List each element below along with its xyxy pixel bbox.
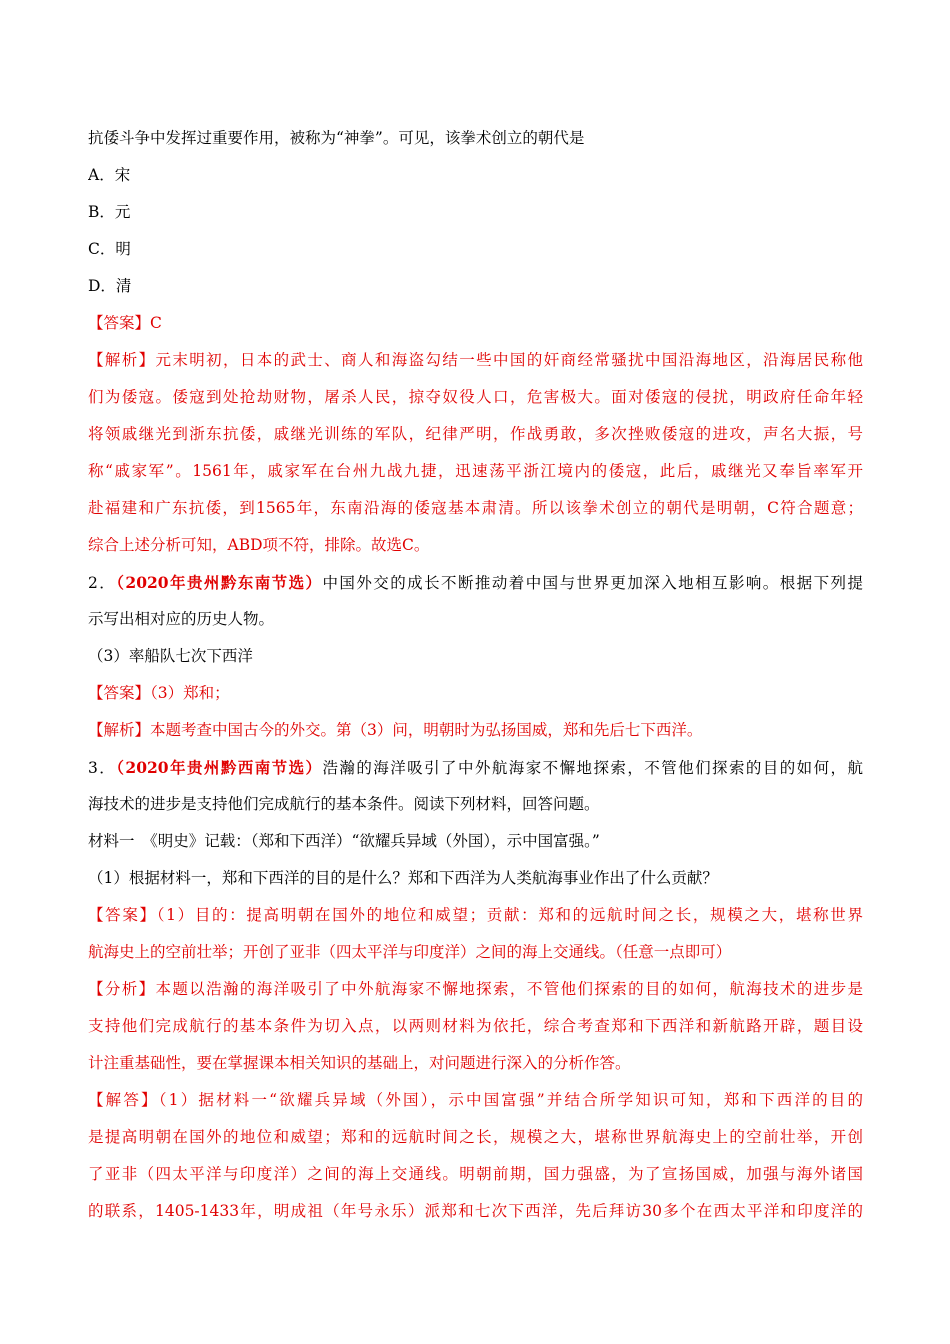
q2-number: 2． [88,574,117,592]
q3-stem-line-1 [88,749,863,786]
q3-jieda-line-2: 是提高明朝在国外的地位和威望；郑和的远航时间之长，规模之大，堪称世界航海史上的空前壮举，开创 [88,1128,863,1146]
answer-tag: 【答案】 [88,684,151,702]
q1-answer [88,305,863,342]
q1-option-d: D．清 [88,277,132,295]
q2-source: （2020年贵州黔东南节选） [116,573,323,592]
analysis-text: 元末明初，日本的武士、商人和海盗勾结一些中国的奸商经常骚扰中国沿海地区，沿海居民称他 [155,351,863,369]
answer-tag: 【答案】 [88,906,157,924]
q3-fenxi-line-3: 计注重基础性，要在掌握课本相关知识的基础上，对问题进行深入的分析作答。 [88,1054,631,1072]
jieda-tag: 【解答】 [88,1091,159,1109]
analysis-tag: 【解析】 [88,721,151,739]
q3-material: 材料一 《明史》记载：（郑和下西洋）“欲耀兵异域（外国），示中国富强。” [88,832,600,850]
q1-option-b: B．元 [88,203,131,221]
q3-stem-line-2: 海技术的进步是支持他们完成航行的基本条件。阅读下列材料，回答问题。 [88,795,600,813]
answer-tag: 【答案】 [88,314,151,332]
q3-source: （2020年贵州黔西南节选） [116,758,323,777]
q2-analysis [88,712,863,749]
q1-option-c: C．明 [88,240,131,258]
q3-fenxi-line-1 [88,971,863,1008]
fenxi-tag: 【分析】 [88,980,156,998]
q1-analysis-line-2: 们为倭寇。倭寇到处抢劫财物，屠杀人民，掠夺奴役人口，危害极大。面对倭寇的侵扰，明政府任命年轻 [88,388,863,406]
q3-number: 3． [88,759,117,777]
q3-jieda-line-1 [88,1082,863,1119]
q1-analysis-line-5: 赴福建和广东抗倭，到1565年，东南沿海的倭寇基本肃清。所以该拳术创立的朝代是明朝，C符合题意； [88,499,863,517]
q1-answer-value: C [150,314,162,332]
document-page [88,120,863,1230]
q3-jieda-line-3: 了亚非（四太平洋与印度洋）之间的海上交通线。明朝前期，国力强盛，为了宣扬国威，加强与海外诸国 [88,1165,863,1183]
q3-fenxi-text: 本题以浩瀚的海洋吸引了中外航海家不懈地探索，不管他们探索的目的如何，航海技术的进步是 [155,980,863,998]
q2-sub-question: （3）率船队七次下西洋 [88,647,253,665]
q1-analysis-line-6: 综合上述分析可知，ABD项不符，排除。故选C。 [88,536,430,554]
q3-fenxi-line-2: 支持他们完成航行的基本条件为切入点，以两则材料为依托，综合考查郑和下西洋和新航路开辟，题目设 [88,1017,863,1035]
q2-analysis-text: 本题考查中国古今的外交。第（3）问，明朝时为弘扬国威，郑和先后七下西洋。 [150,721,703,739]
q2-stem-line-2: 示写出相对应的历史人物。 [88,610,275,628]
q1-analysis-line-4: 称“戚家军”。1561年，戚家军在台州九战九捷，迅速荡平浙江境内的倭寇，此后，戚继光又奉旨率军开 [88,462,863,480]
q1-stem-tail: 抗倭斗争中发挥过重要作用，被称为“神拳”。可见，该拳术创立的朝代是 [88,129,585,147]
q1-analysis-line-1 [88,342,863,379]
q3-question: （1）根据材料一，郑和下西洋的目的是什么？郑和下西洋为人类航海事业作出了什么贡献？ [88,869,718,887]
analysis-tag: 【解析】 [88,351,156,369]
q3-answer-line-2: 航海史上的空前壮举；开创了亚非（四太平洋与印度洋）之间的海上交通线。（任意一点即可） [88,943,732,961]
q1-analysis-line-3: 将领戚继光到浙东抗倭，戚继光训练的军队，纪律严明，作战勇敢，多次挫败倭寇的进攻，声名大振，号 [88,425,863,443]
q2-stem-text: 中国外交的成长不断推动着中国与世界更加深入地相互影响。根据下列提 [322,574,863,592]
q3-jieda-line-4: 的联系，1405-1433年，明成祖（年号永乐）派郑和七次下西洋，先后拜访30多个在西太平洋和印度洋的 [88,1202,863,1220]
q3-answer-line-1 [88,897,863,934]
q3-jieda-text: （1）据材料一“欲耀兵异域（外国），示中国富强”并结合所学知识可知，郑和下西洋的目的 [158,1091,863,1109]
q3-stem-text: 浩瀚的海洋吸引了中外航海家不懈地探索，不管他们探索的目的如何，航 [322,759,863,777]
q3-answer-text: （1）目的：提高明朝在国外的地位和威望；贡献：郑和的远航时间之长，规模之大，堪称世界 [156,906,863,924]
q1-option-a: A．宋 [88,166,131,184]
q2-answer [88,675,863,712]
q2-answer-value: （3）郑和； [150,684,230,702]
q2-stem-line-1 [88,564,863,601]
